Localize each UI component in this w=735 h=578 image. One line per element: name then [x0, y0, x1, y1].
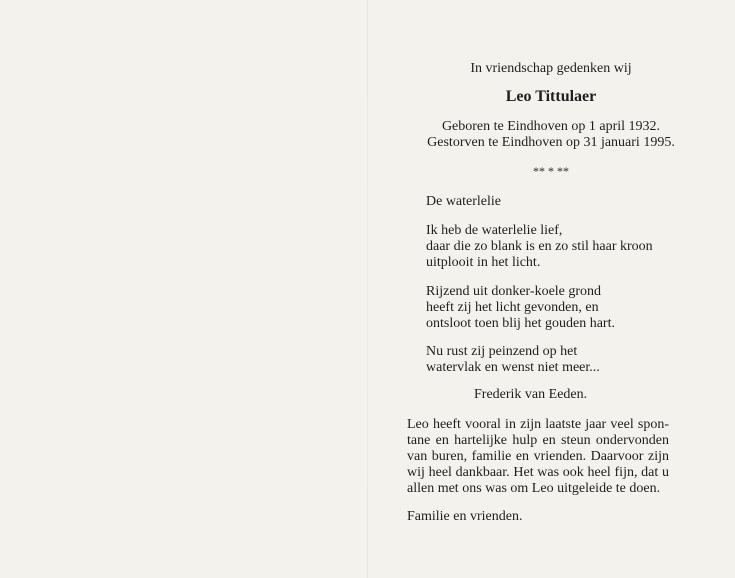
poem-title: De waterlelie [426, 194, 502, 209]
message-line: van buren, familie en vrienden. Daarvoor zijn [407, 449, 669, 464]
poem-line: ontsloot toen blij het gouden hart. [426, 316, 615, 331]
poem-author: Frederik van Eeden. [474, 387, 588, 402]
poem-line: Ik heb de waterlelie lief, [426, 223, 563, 238]
thank-you-message [407, 417, 669, 497]
poem-line: heeft zij het licht gevonden, en [426, 300, 599, 315]
header-text: In vriendschap gedenken wij [470, 61, 632, 76]
deceased-name: Leo Tittulaer [505, 88, 597, 105]
poem-line: Rijzend uit donker-koele grond [426, 284, 602, 299]
closing-signature: Familie en vrienden. [407, 509, 523, 524]
death-line: Gestorven te Eindhoven op 31 januari 1995. [427, 135, 675, 150]
message-line: tane en hartelijke hulp en steun ondervonden [407, 433, 669, 448]
message-line: Leo heeft vooral in zijn laatste jaar veel spon- [407, 417, 669, 432]
poem-line: uitplooit in het licht. [426, 255, 541, 270]
birth-line: Geboren te Eindhoven op 1 april 1932. [441, 119, 661, 134]
separator: ** * ** [533, 164, 569, 178]
poem-line: watervlak en wenst niet meer... [426, 360, 600, 375]
poem-line: daar die zo blank is en zo stil haar kroon [426, 239, 653, 254]
poem-line: Nu rust zij peinzend op het [426, 344, 578, 359]
message-line: wij heel dankbaar. Het was ook heel fijn, dat u [407, 465, 669, 480]
message-line: allen met ons was om Leo uitgeleide te doen. [407, 481, 661, 496]
